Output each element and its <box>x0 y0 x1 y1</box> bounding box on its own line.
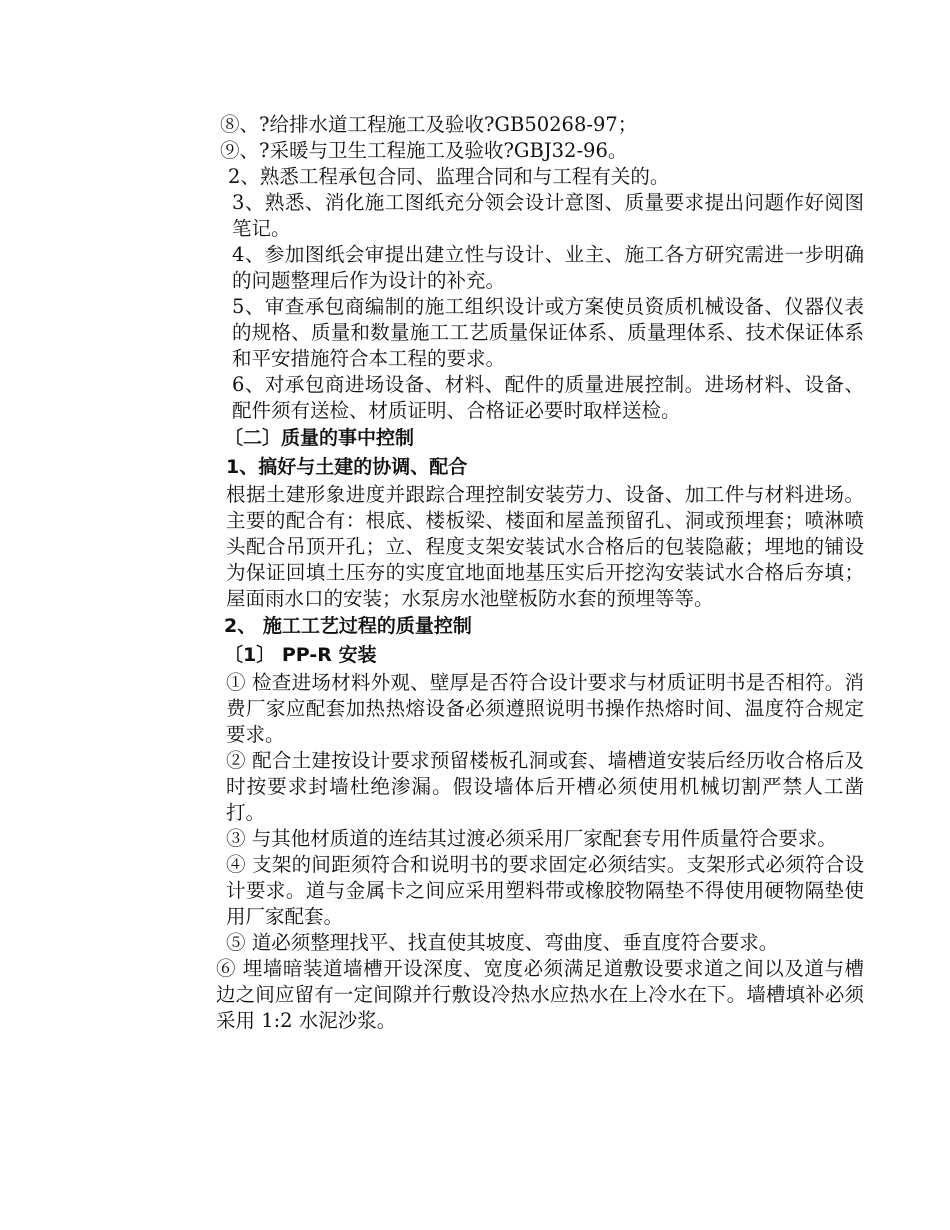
subsection-heading: 1、搞好与土建的协调、配合 <box>226 456 468 478</box>
section-heading: 〔二〕质量的事中控制 <box>224 427 415 449</box>
list-item: ② 配合土建按设计要求预留楼板孔洞或套、墙槽道安装后经历收合格后及时按要求封墙杜绝渗漏。假设墙体后开槽必须使用机械切割严禁人工凿打。 <box>226 749 864 824</box>
paragraph-item-5: 5、审查承包商编制的施工组织设计或方案使员资质机械设备、仪器仪表的规格、质量和数量施工工艺质量保证体系、质量理体系、技术保证体系和平安措施符合本工程的要求。 <box>232 295 864 370</box>
subsection-heading: 〔1〕 PP-R 安装 <box>224 644 377 666</box>
paragraph-item-6: 6、对承包商进场设备、材料、配件的质量进展控制。进场材料、设备、配件须有送检、材质证明、合格证必要时取样送检。 <box>232 373 864 422</box>
standard-item-9: ⑨、?采暖与卫生工程施工及验收?GBJ32-96。 <box>220 139 628 162</box>
standard-item-8: ⑧、?给排水道工程施工及验收?GB50268-97； <box>220 113 638 136</box>
paragraph-item-2: 2、熟悉工程承包合同、监理合同和与工程有关的。 <box>228 165 670 188</box>
subsection-heading: 2、 施工工艺过程的质量控制 <box>224 615 472 637</box>
coordination-paragraph: 根据土建形象进度并跟踪合理控制安装劳力、设备、加工件与材料进场。主要的配合有：根底、楼板梁、楼面和屋盖预留孔、洞或预埋套；喷淋喷头配合吊顶开孔；立、程度支架安装试水合格后的包装隐蔽；埋地的铺设为保证回填土压夯的实度宜地面地基压实后开挖沟安装试水合格后夯填；屋面雨水口的安装；水泵房水池壁板防水套的预埋等等。 <box>226 483 864 610</box>
list-item: ③ 与其他材质道的连结其过渡必须采用厂家配套专用件质量符合要求。 <box>226 827 837 850</box>
list-item: ⑤ 道必须整理找平、找直使其坡度、弯曲度、垂直度符合要求。 <box>226 931 779 954</box>
list-item: ④ 支架的间距须符合和说明书的要求固定必须结实。支架形式必须符合设计要求。道与金属卡之间应采用塑料带或橡胶物隔垫不得使用硬物隔垫使用厂家配套。 <box>226 853 864 928</box>
paragraph-item-3: 3、熟悉、消化施工图纸充分领会设计意图、质量要求提出问题作好阅图笔记。 <box>232 191 864 240</box>
paragraph-item-4: 4、参加图纸会审提出建立性与设计、业主、施工各方研究需进一步明确的问题整理后作为设计的补充。 <box>232 243 864 292</box>
list-item: ① 检查进场材料外观、壁厚是否符合设计要求与材质证明书是否相符。消费厂家应配套加热热熔设备必须遵照说明书操作热熔时间、温度符合规定要求。 <box>226 671 864 746</box>
document-page <box>176 112 864 1034</box>
list-item: ⑥ 埋墙暗装道墙槽开设深度、宽度必须满足道敷设要求道之间以及道与槽边之间应留有一定间隙并行敷设冷热水应热水在上冷水在下。墙槽填补必须采用 1:2 水泥沙浆。 <box>216 957 864 1032</box>
